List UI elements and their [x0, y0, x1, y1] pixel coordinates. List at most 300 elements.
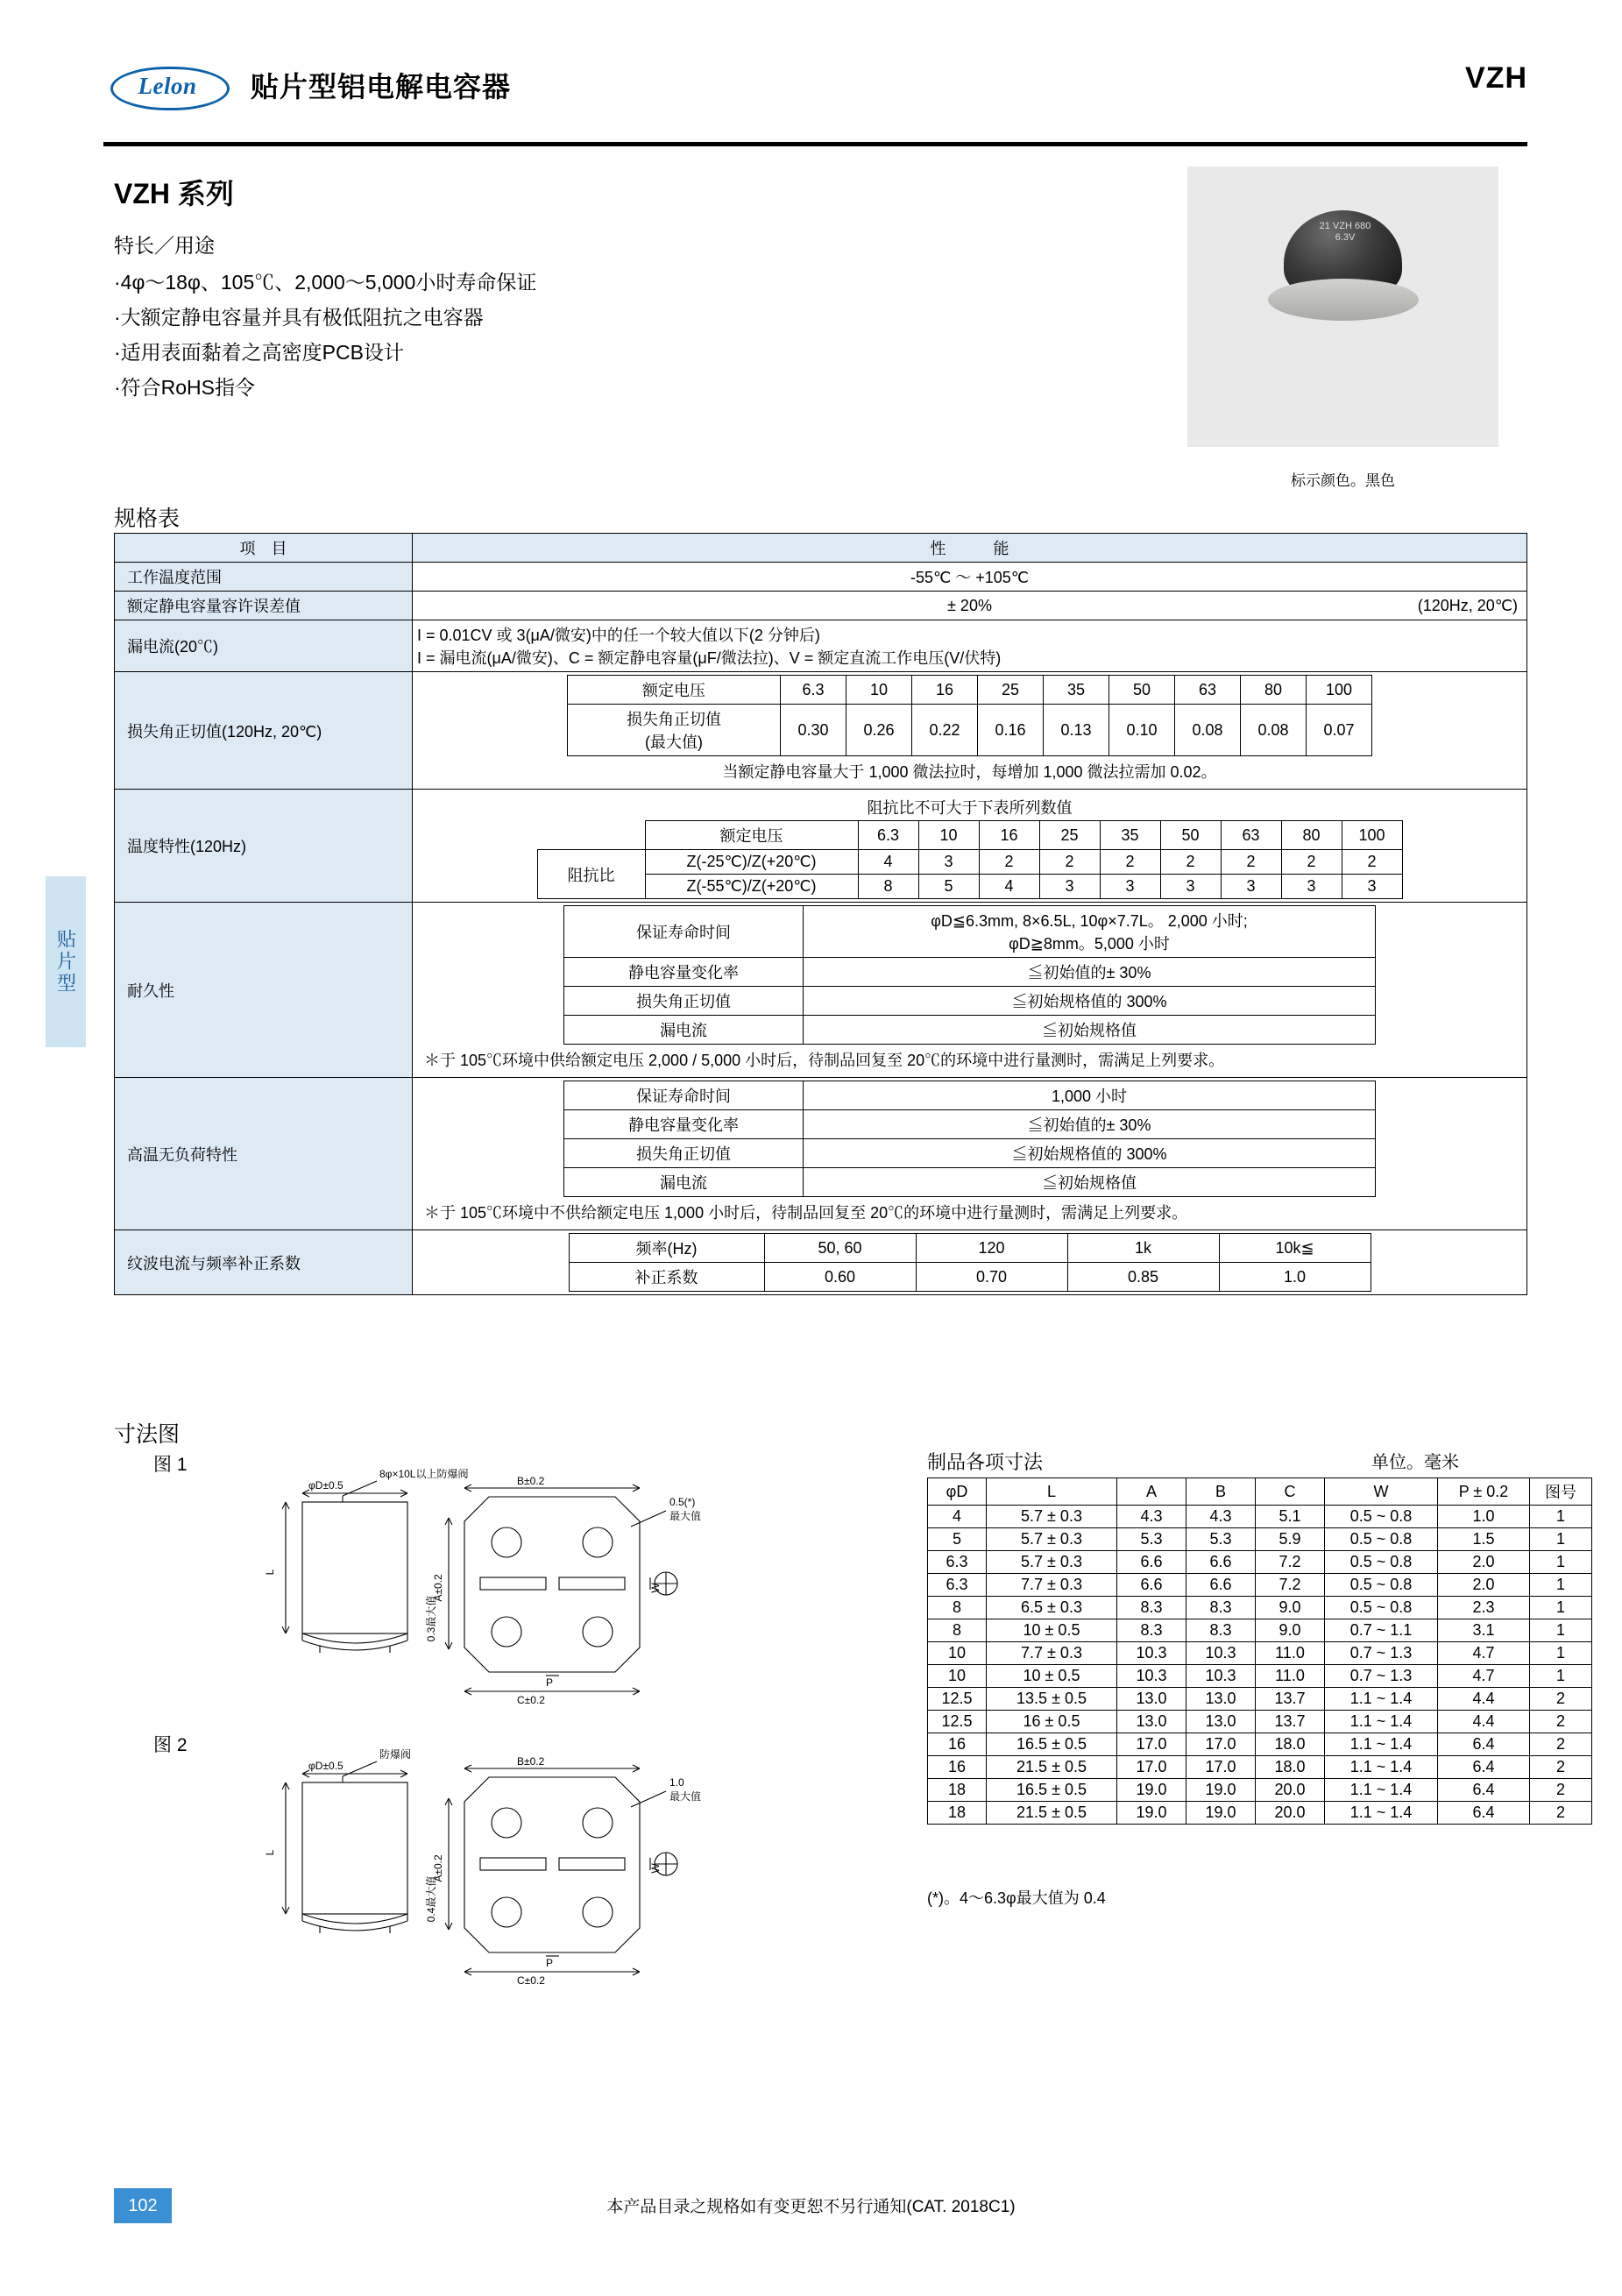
dim-cell: 5.3 [1117, 1528, 1186, 1551]
table-row [115, 1230, 1527, 1295]
dim-cell: 18 [928, 1779, 987, 1802]
dim-cell: 1.0 [1438, 1506, 1530, 1528]
dim-cell: 10.3 [1186, 1665, 1256, 1688]
dim-cell: 6.6 [1186, 1574, 1256, 1597]
table-row [928, 1665, 1592, 1688]
highload-key: 保证寿命时间 [564, 1081, 804, 1110]
row-value-cap-tolerance [413, 592, 1527, 620]
tan-voltage-cell: 80 [1241, 676, 1307, 705]
dim-cell: 2 [1530, 1733, 1592, 1756]
table-row [564, 1168, 1376, 1197]
temp-char-value-cell: 2 [1342, 850, 1402, 875]
table-row [928, 1802, 1592, 1825]
col-header-performance: 性 能 [413, 534, 1527, 563]
endurance-note: ＊于 105℃环境中供给额定电压 2,000 / 5,000 小时后，待制品回复至 20℃的环境中进行量测时，需满足上列要求。 [424, 1052, 1225, 1069]
temp-char-value-cell: 3 [1221, 875, 1281, 899]
temp-char-value-cell: 4 [979, 875, 1039, 899]
dim-cell: 16 [928, 1756, 987, 1779]
dim-cell: 4.3 [1117, 1506, 1186, 1528]
table-row [115, 903, 1527, 1078]
dim-cell: 11.0 [1256, 1642, 1325, 1665]
endurance-value: φD≦6.3mm, 8×6.5L, 10φ×7.7L。 2,000 小时; φD≧8mm。5,000 小时 [804, 906, 1376, 958]
ripple-frequency-cell: 10k≦ [1219, 1234, 1371, 1263]
dim-cell: 20.0 [1256, 1779, 1325, 1802]
temp-char-value-cell: 3 [1039, 875, 1100, 899]
table-row [568, 676, 1372, 705]
dim-cell: 6.4 [1438, 1733, 1530, 1756]
dim-cell: 2.0 [1438, 1574, 1530, 1597]
dim-cell: 4 [928, 1506, 987, 1528]
tan-head-voltage: 额定电压 [568, 676, 781, 705]
table-row [115, 534, 1527, 563]
dim-cell: 2 [1530, 1688, 1592, 1711]
row-label-tan-delta: 损失角正切值(120Hz, 20℃) [115, 672, 413, 790]
dim-cell: 8.3 [1186, 1597, 1256, 1619]
dim-cell: 6.4 [1438, 1802, 1530, 1825]
dim-cell: 2 [1530, 1711, 1592, 1733]
dim-cell: 9.0 [1256, 1619, 1325, 1642]
dim-cell: 0.7 ~ 1.3 [1325, 1642, 1438, 1665]
svg-text:A±0.2: A±0.2 [432, 1574, 444, 1602]
tan-voltage-cell: 6.3 [781, 676, 846, 705]
dim-cell: 6.3 [928, 1574, 987, 1597]
svg-text:W: W [649, 1863, 662, 1874]
dimension-section-heading: 寸法图 [114, 1422, 181, 1447]
tan-voltage-cell: 100 [1307, 676, 1372, 705]
dim-col-header: A [1117, 1478, 1186, 1506]
list-item: ·符合RoHS指令 [114, 376, 256, 399]
dim-cell: 0.5 ~ 0.8 [1325, 1574, 1438, 1597]
table-row [928, 1779, 1592, 1802]
dim-cell: 1 [1530, 1597, 1592, 1619]
temp-char-ratio-label: Z(-55℃)/Z(+20℃) [645, 875, 858, 899]
dim-cell: 10 ± 0.5 [987, 1665, 1117, 1688]
temp-char-value-cell: 3 [1160, 875, 1221, 899]
dim-cell: 0.5 ~ 0.8 [1325, 1597, 1438, 1619]
dim-cell: 4.7 [1438, 1642, 1530, 1665]
row-value-tan-delta [413, 672, 1527, 790]
dim-cell: 10 [928, 1642, 987, 1665]
dim-cell: 1 [1530, 1574, 1592, 1597]
svg-text:最大值: 最大值 [669, 1510, 702, 1522]
feature-heading: 特长／用途 [114, 234, 215, 257]
dim-cell: 10.3 [1117, 1642, 1186, 1665]
temp-char-value-cell: 2 [1100, 850, 1160, 875]
table-row [928, 1506, 1592, 1528]
temp-char-voltage-cell: 25 [1039, 821, 1100, 850]
dim-cell: 18.0 [1256, 1733, 1325, 1756]
dim-cell: 6.6 [1186, 1551, 1256, 1574]
tan-value-cell: 0.26 [846, 705, 912, 756]
table-row [928, 1574, 1592, 1597]
cap-tolerance-condition: (120Hz, 20℃) [1417, 597, 1518, 614]
temp-char-voltage-cell: 63 [1221, 821, 1281, 850]
dim-cell: 0.5 ~ 0.8 [1325, 1551, 1438, 1574]
table-row [928, 1711, 1592, 1733]
dim-cell: 1 [1530, 1528, 1592, 1551]
row-label-leakage: 漏电流(20℃) [115, 620, 413, 672]
dim-cell: 13.7 [1256, 1711, 1325, 1733]
dim-cell: 12.5 [928, 1711, 987, 1733]
table-row [928, 1619, 1592, 1642]
dim-cell: 19.0 [1117, 1802, 1186, 1825]
cap-tolerance-value: ± 20% [947, 597, 992, 614]
temp-char-rowhead: 阻抗比 [537, 850, 645, 899]
table-row [568, 705, 1372, 756]
tan-value-cell: 0.16 [978, 705, 1044, 756]
product-photo [1187, 167, 1498, 447]
dimension-table-heading: 制品各项寸法 [927, 1451, 1044, 1473]
dim-cell: 10.3 [1186, 1642, 1256, 1665]
highload-key: 损失角正切值 [564, 1139, 804, 1168]
dim-cell: 1.1 ~ 1.4 [1325, 1779, 1438, 1802]
endurance-value: ≦初始规格值的 300% [804, 987, 1376, 1016]
dim-cell: 11.0 [1256, 1665, 1325, 1688]
page-number-badge: 102 [114, 2188, 172, 2223]
svg-text:L: L [264, 1569, 276, 1576]
tan-value-cell: 0.22 [912, 705, 978, 756]
dim-cell: 8.3 [1117, 1619, 1186, 1642]
dim-cell: 10.3 [1117, 1665, 1186, 1688]
temp-char-ratio-label: Z(-25℃)/Z(+20℃) [645, 850, 858, 875]
dim-cell: 18.0 [1256, 1756, 1325, 1779]
dim-cell: 1 [1530, 1551, 1592, 1574]
svg-text:0.5(*): 0.5(*) [669, 1496, 696, 1508]
temp-char-voltage-cell: 80 [1281, 821, 1342, 850]
table-row [115, 620, 1527, 672]
table-row [115, 563, 1527, 592]
svg-text:防爆阀: 防爆阀 [379, 1748, 412, 1761]
dim-cell: 16.5 ± 0.5 [987, 1733, 1117, 1756]
dim-cell: 10 [928, 1665, 987, 1688]
dim-cell: 7.7 ± 0.3 [987, 1642, 1117, 1665]
row-label-high-temp-noload: 高温无负荷特性 [115, 1078, 413, 1230]
dim-cell: 1.1 ~ 1.4 [1325, 1688, 1438, 1711]
dim-cell: 19.0 [1117, 1779, 1186, 1802]
specification-table [114, 533, 1527, 1295]
logo-text: Lelon [138, 72, 197, 99]
ripple-subtable [569, 1233, 1371, 1292]
temp-char-value-cell: 4 [858, 850, 918, 875]
dim-cell: 2 [1530, 1802, 1592, 1825]
table-row [115, 672, 1527, 790]
table-row [569, 1263, 1371, 1292]
temp-char-value-cell: 2 [1221, 850, 1281, 875]
tan-voltage-cell: 50 [1109, 676, 1175, 705]
temp-char-value-cell: 3 [1100, 875, 1160, 899]
svg-text:8φ×10L以上防爆阀: 8φ×10L以上防爆阀 [379, 1468, 469, 1480]
dim-cell: 5.1 [1256, 1506, 1325, 1528]
highload-subtable [563, 1081, 1376, 1197]
dim-cell: 13.7 [1256, 1688, 1325, 1711]
endurance-value: ≦初始值的± 30% [804, 958, 1376, 987]
dim-cell: 0.7 ~ 1.3 [1325, 1665, 1438, 1688]
ripple-coefficient-cell: 1.0 [1219, 1263, 1371, 1292]
ripple-frequency-cell: 120 [916, 1234, 1067, 1263]
temp-char-value-cell: 5 [918, 875, 979, 899]
dim-cell: 1 [1530, 1665, 1592, 1688]
table-row [115, 1078, 1527, 1230]
capacitor-print-label: 21 VZH 680 6.3V [1319, 221, 1371, 243]
highload-value: ≦初始规格值 [804, 1168, 1376, 1197]
endurance-key: 损失角正切值 [564, 987, 804, 1016]
temp-char-value-cell: 2 [1160, 850, 1221, 875]
svg-text:1.0: 1.0 [669, 1776, 684, 1789]
dim-cell: 13.5 ± 0.5 [987, 1688, 1117, 1711]
row-label-temp-range: 工作温度范围 [115, 563, 413, 592]
dim-cell: 1.1 ~ 1.4 [1325, 1802, 1438, 1825]
svg-text:最大值: 最大值 [669, 1790, 702, 1803]
table-row [564, 1081, 1376, 1110]
figure-1-drawing [254, 1465, 868, 1728]
dim-cell: 20.0 [1256, 1802, 1325, 1825]
dim-cell: 16 [928, 1733, 987, 1756]
leakage-line-2: I = 漏电流(μA/微安)、C = 额定静电容量(μF/微法拉)、V = 额定直流工作电压(V/伏特) [417, 649, 1002, 667]
spec-section-heading: 规格表 [114, 507, 181, 531]
dim-cell: 0.5 ~ 0.8 [1325, 1506, 1438, 1528]
dim-cell: 12.5 [928, 1688, 987, 1711]
svg-text:C±0.2: C±0.2 [517, 1694, 545, 1706]
highload-value: ≦初始值的± 30% [804, 1110, 1376, 1139]
temp-char-voltage-cell: 6.3 [858, 821, 918, 850]
dim-cell: 5.7 ± 0.3 [987, 1551, 1117, 1574]
endurance-subtable [563, 905, 1376, 1045]
temp-char-value-cell: 3 [1281, 875, 1342, 899]
tan-value-cell: 0.10 [1109, 705, 1175, 756]
tan-voltage-cell: 25 [978, 676, 1044, 705]
temp-char-voltage-cell: 10 [918, 821, 979, 850]
svg-text:φD±0.5: φD±0.5 [308, 1479, 344, 1492]
dim-cell: 1 [1530, 1642, 1592, 1665]
capacitor-base-shape [1268, 279, 1419, 321]
ripple-frequency-cell: 50, 60 [764, 1234, 916, 1263]
tan-voltage-cell: 63 [1175, 676, 1241, 705]
list-item: ·适用表面黏着之高密度PCB设计 [114, 341, 404, 364]
table-row [537, 875, 1402, 899]
dim-cell: 4.3 [1186, 1506, 1256, 1528]
side-tab [46, 876, 86, 1047]
table-row [115, 790, 1527, 903]
dim-col-header: B [1186, 1478, 1256, 1506]
svg-text:P: P [546, 1957, 554, 1969]
list-item: ·4φ～18φ、105℃、2,000～5,000小时寿命保证 [114, 271, 537, 294]
dim-cell: 6.6 [1117, 1551, 1186, 1574]
dim-cell: 10 ± 0.5 [987, 1619, 1117, 1642]
temp-char-note: 阻抗比不可大于下表所列数值 [867, 799, 1073, 817]
svg-text:A±0.2: A±0.2 [432, 1854, 444, 1882]
highload-note: ＊于 105℃环境中不供给额定电压 1,000 小时后，待制品回复至 20℃的环境中进行量测时，需满足上列要求。 [424, 1204, 1188, 1222]
dim-cell: 6.4 [1438, 1779, 1530, 1802]
dim-cell: 5 [928, 1528, 987, 1551]
temp-char-voltage-cell: 16 [979, 821, 1039, 850]
dim-cell: 0.7 ~ 1.1 [1325, 1619, 1438, 1642]
svg-text:B±0.2: B±0.2 [517, 1755, 545, 1768]
tan-delta-note: 当额定静电容量大于 1,000 微法拉时，每增加 1,000 微法拉需加 0.02。 [722, 763, 1217, 781]
dim-cell: 6.5 ± 0.3 [987, 1597, 1117, 1619]
table-row [928, 1688, 1592, 1711]
header-series-code: VZH [1465, 61, 1527, 95]
dim-cell: 2 [1530, 1756, 1592, 1779]
header-title: 贴片型铝电解电容器 [251, 71, 512, 103]
row-value-ripple-correction [413, 1230, 1527, 1295]
table-row [928, 1756, 1592, 1779]
dim-cell: 4.4 [1438, 1688, 1530, 1711]
dim-cell: 9.0 [1256, 1597, 1325, 1619]
temp-char-value-cell: 3 [1342, 875, 1402, 899]
tan-voltage-cell: 10 [846, 676, 912, 705]
row-label-cap-tolerance: 额定静电容量容许误差值 [115, 592, 413, 620]
dim-cell: 5.7 ± 0.3 [987, 1528, 1117, 1551]
temp-char-value-cell: 2 [1039, 850, 1100, 875]
figure-2-label: 图 2 [153, 1735, 188, 1755]
dim-cell: 17.0 [1117, 1733, 1186, 1756]
tan-value-cell: 0.07 [1307, 705, 1372, 756]
svg-text:B±0.2: B±0.2 [517, 1475, 545, 1487]
dim-cell: 21.5 ± 0.5 [987, 1756, 1117, 1779]
dim-cell: 16.5 ± 0.5 [987, 1779, 1117, 1802]
list-item: ·大额定静电容量并具有极低阻抗之电容器 [114, 306, 484, 329]
col-header-item: 项 目 [115, 534, 413, 563]
tan-value-cell: 0.08 [1241, 705, 1307, 756]
figure-1-label: 图 1 [153, 1455, 188, 1475]
highload-key: 静电容量变化率 [564, 1110, 804, 1139]
dim-cell: 18 [928, 1802, 987, 1825]
page-header [103, 46, 1527, 129]
table-row [564, 1139, 1376, 1168]
leakage-line-1: I = 0.01CV 或 3(μA/微安)中的任一个较大值以下(2 分钟后) [417, 627, 820, 644]
side-tab-label: 贴片型 [54, 929, 77, 995]
dim-cell: 19.0 [1186, 1802, 1256, 1825]
dim-cell: 17.0 [1186, 1733, 1256, 1756]
tan-voltage-cell: 35 [1044, 676, 1109, 705]
row-label-endurance: 耐久性 [115, 903, 413, 1078]
header-divider [103, 142, 1527, 146]
dim-col-header: L [987, 1478, 1117, 1506]
dim-cell: 7.2 [1256, 1574, 1325, 1597]
ripple-coefficient-cell: 0.60 [764, 1263, 916, 1292]
dim-col-header: 图号 [1530, 1478, 1592, 1506]
dim-cell: 7.2 [1256, 1551, 1325, 1574]
figure-2-drawing [254, 1746, 868, 2009]
highload-value: ≦初始规格值的 300% [804, 1139, 1376, 1168]
temp-char-value-cell: 3 [918, 850, 979, 875]
dim-cell: 13.0 [1186, 1688, 1256, 1711]
dim-col-header: φD [928, 1478, 987, 1506]
table-row [564, 1110, 1376, 1139]
table-row [928, 1597, 1592, 1619]
endurance-key: 静电容量变化率 [564, 958, 804, 987]
dim-cell: 13.0 [1186, 1711, 1256, 1733]
dim-cell: 2.0 [1438, 1551, 1530, 1574]
temp-char-value-cell: 2 [979, 850, 1039, 875]
table-row [928, 1733, 1592, 1756]
row-label-ripple-correction: 纹波电流与频率补正系数 [115, 1230, 413, 1295]
row-value-leakage [413, 620, 1527, 672]
table-row [115, 592, 1527, 620]
temp-char-head-voltage: 额定电压 [645, 821, 858, 850]
temp-char-subtable [537, 820, 1403, 899]
table-row [564, 958, 1376, 987]
dim-cell: 5.3 [1186, 1528, 1256, 1551]
svg-text:φD±0.5: φD±0.5 [308, 1760, 344, 1772]
dim-cell: 6.6 [1117, 1574, 1186, 1597]
dimension-table [927, 1478, 1592, 1825]
footer-note: 本产品目录之规格如有变更恕不另行通知(CAT. 2018C1) [606, 2198, 1016, 2216]
svg-text:C±0.2: C±0.2 [517, 1974, 545, 1987]
table-row [564, 906, 1376, 958]
dim-cell: 1.1 ~ 1.4 [1325, 1711, 1438, 1733]
tan-value-cell: 0.08 [1175, 705, 1241, 756]
tan-head-value-line2: (最大值) [645, 733, 703, 751]
dim-cell: 2.3 [1438, 1597, 1530, 1619]
temp-char-voltage-cell: 35 [1100, 821, 1160, 850]
highload-key: 漏电流 [564, 1168, 804, 1197]
dim-cell: 4.7 [1438, 1665, 1530, 1688]
temp-char-voltage-cell: 50 [1160, 821, 1221, 850]
dim-cell: 17.0 [1117, 1756, 1186, 1779]
endurance-key: 漏电流 [564, 1016, 804, 1045]
dim-cell: 2 [1530, 1779, 1592, 1802]
tan-delta-subtable [567, 675, 1372, 756]
row-value-temp-characteristics [413, 790, 1527, 903]
ripple-head-coefficient: 补正系数 [569, 1263, 764, 1292]
temp-char-voltage-cell: 100 [1342, 821, 1402, 850]
dim-cell: 1.1 ~ 1.4 [1325, 1756, 1438, 1779]
svg-text:L: L [264, 1849, 276, 1856]
dim-cell: 7.7 ± 0.3 [987, 1574, 1117, 1597]
dim-cell: 0.5 ~ 0.8 [1325, 1528, 1438, 1551]
dim-cell: 3.1 [1438, 1619, 1530, 1642]
dim-cell: 8 [928, 1619, 987, 1642]
dim-col-header: C [1256, 1478, 1325, 1506]
ripple-coefficient-cell: 0.85 [1067, 1263, 1219, 1292]
table-row [569, 1234, 1371, 1263]
dim-cell: 17.0 [1186, 1756, 1256, 1779]
dimension-table-note: (*)。4～6.3φ最大值为 0.4 [927, 1889, 1106, 1907]
svg-text:P: P [546, 1676, 554, 1689]
table-row [564, 987, 1376, 1016]
tan-head-value [568, 705, 781, 756]
svg-text:0.3最大值: 0.3最大值 [425, 1595, 437, 1642]
tan-value-cell: 0.13 [1044, 705, 1109, 756]
tan-voltage-cell: 16 [912, 676, 978, 705]
endurance-key: 保证寿命时间 [564, 906, 804, 958]
table-row [928, 1478, 1592, 1506]
dim-cell: 5.7 ± 0.3 [987, 1506, 1117, 1528]
page-title: VZH 系列 [114, 178, 234, 209]
dim-cell: 1 [1530, 1506, 1592, 1528]
dim-cell: 1.5 [1438, 1528, 1530, 1551]
dim-cell: 21.5 ± 0.5 [987, 1802, 1117, 1825]
dim-cell: 8.3 [1117, 1597, 1186, 1619]
photo-caption: 标示颜色。黑色 [1291, 472, 1395, 489]
dimension-unit-label: 单位。毫米 [1371, 1453, 1459, 1472]
dim-cell: 13.0 [1117, 1711, 1186, 1733]
tan-head-value-line1: 损失角正切值 [627, 711, 721, 728]
svg-text:0.4最大值: 0.4最大值 [425, 1875, 437, 1923]
dim-cell: 19.0 [1186, 1779, 1256, 1802]
table-row [928, 1642, 1592, 1665]
ripple-head-frequency: 频率(Hz) [569, 1234, 764, 1263]
tan-value-cell: 0.30 [781, 705, 846, 756]
highload-value: 1,000 小时 [804, 1081, 1376, 1110]
dim-cell: 1 [1530, 1619, 1592, 1642]
row-value-high-temp-noload [413, 1078, 1527, 1230]
table-row [537, 850, 1402, 875]
dim-cell: 6.4 [1438, 1756, 1530, 1779]
temp-char-value-cell: 8 [858, 875, 918, 899]
endurance-value: ≦初始规格值 [804, 1016, 1376, 1045]
